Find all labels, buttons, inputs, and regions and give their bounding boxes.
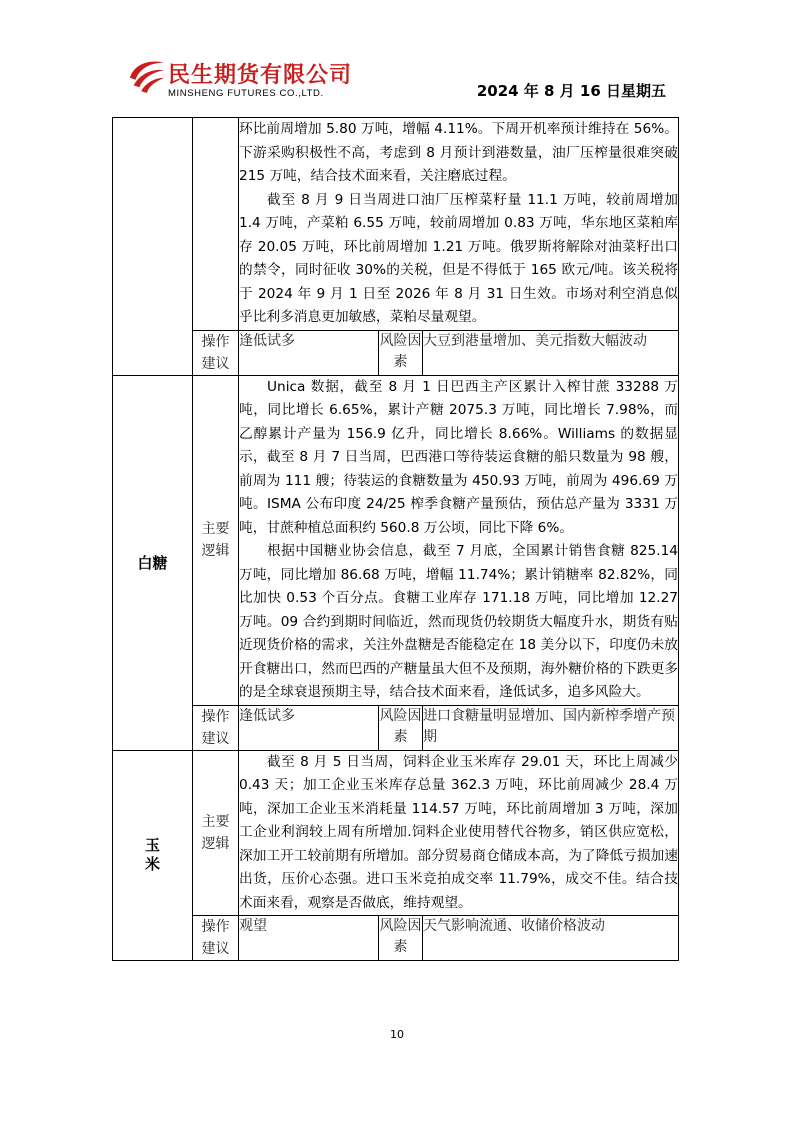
commodity-name-text: 玉米 bbox=[144, 836, 160, 874]
company-name-en: MINSHENG FUTURES CO.,LTD. bbox=[168, 88, 324, 99]
logic-text-cell bbox=[239, 750, 679, 916]
risk-label: 风险因素 bbox=[379, 330, 423, 375]
risk-value: 大豆到港量增加、美元指数大幅波动 bbox=[423, 330, 679, 375]
logic-paragraph: Unica 数据，截至 8 月 1 日巴西主产区累计入榨甘蔗 33288 万吨，同比增长 6.65%，累计产糖 2075.3 万吨，同比增长 7.98%，而乙醇累计产量为 156.9 亿升，同比增长 8.66%。Williams 的数据显示，截至 8 月 7 日当周，巴西港口等待装运食糖的船只数量为 98 艘，前周为 111 艘；待装运的食糖数量为 450.93 万吨，前周为 496.69 万吨。ISMA 公布印度 24/25 榨季食糖产量预估，预估总产量为 3331 万吨，甘蔗种植总面积约 560.8 万公顷，同比下降 6%。 bbox=[239, 378, 678, 536]
logic-label-cell bbox=[193, 118, 239, 331]
operation-value: 逢低试多 bbox=[239, 330, 379, 375]
table-row-rapeseed-operation bbox=[113, 330, 679, 375]
risk-label: 风险因素 bbox=[379, 705, 423, 750]
logic-text-cell bbox=[239, 118, 679, 331]
logic-paragraph: 截至 8 月 9 日当周进口油厂压榨菜籽量 11.1 万吨，较前周增加 1.4 万吨，产菜粕 6.55 万吨，较前周增加 0.83 万吨，华东地区菜粕库存 20.05 万吨，环比前周增加 1.21 万吨。俄罗斯将解除对油菜籽出口的禁令，同时征收 30%的关税，但是不得低于 165 欧元/吨。该关税将于 2024 年 9 月 1 日至 2026 年 8 月 31 日生效。市场对利空消息似乎比利多消息更加敏感，菜粕尽量观望。 bbox=[239, 191, 678, 325]
logic-paragraph: 截至 8 月 5 日当周，饲料企业玉米库存 29.01 天，环比上周减少 0.43 天；加工企业玉米库存总量 362.3 万吨，环比前周减少 28.4 万吨，深加工企业玉米消耗量 114.57 万吨，环比前周增加 3 万吨，深加工企业利润较上周有所增加.饲料企业使用替代谷物多，销区供应宽松，深加工开工较前期有所增加。部分贸易商仓储成本高，为了降低亏损加速出货，压价心态强。进口玉米竞拍成交率 11.79%，成交不佳。结合技术面来看，观察是否做底，维持观望。 bbox=[239, 753, 678, 911]
commodity-name-cell bbox=[113, 118, 193, 376]
logic-paragraph: 根据中国糖业协会信息，截至 7 月底，全国累计销售食糖 825.14 万吨，同比增加 86.68 万吨，增幅 11.74%；累计销糖率 82.82%，同比加快 0.53 个百分点。食糖工业库存 171.18 万吨，同比增加 12.27 万吨。09 合约到期时间临近，然而现货仍较期货大幅度升水，期货有贴近现货价格的需求，关注外盘糖是否能稳定在 18 美分以下，印度仍未放开食糖出口，然而巴西的产糖量虽大但不及预期，海外糖价格的下跌更多的是全球衰退预期主导，结合技术面来看，逢低试多，追多风险大。 bbox=[239, 543, 678, 700]
page-number: 10 bbox=[390, 1028, 404, 1041]
risk-value: 天气影响流通、收储价格波动 bbox=[423, 916, 679, 961]
risk-value: 进口食糖量明显增加、国内新榨季增产预期 bbox=[423, 705, 679, 750]
operation-label: 操作建议 bbox=[193, 705, 239, 750]
table-row-rapeseed-logic bbox=[113, 118, 679, 331]
operation-label: 操作建议 bbox=[193, 916, 239, 961]
operation-label: 操作建议 bbox=[193, 330, 239, 375]
table-row-corn-logic bbox=[113, 750, 679, 916]
page-header bbox=[0, 0, 794, 118]
risk-label: 风险因素 bbox=[379, 916, 423, 961]
commodity-strategy-table bbox=[112, 117, 679, 961]
report-date: 2024 年 8 月 16 日星期五 bbox=[476, 82, 666, 100]
company-logo-icon bbox=[128, 54, 166, 94]
logic-label: 主要逻辑 bbox=[193, 750, 239, 916]
table-row-sugar-operation bbox=[113, 705, 679, 750]
company-name-cn: 民生期货有限公司 bbox=[168, 63, 353, 88]
table-row-corn-operation bbox=[113, 916, 679, 961]
logic-label: 主要逻辑 bbox=[193, 375, 239, 705]
operation-value: 逢低试多 bbox=[239, 705, 379, 750]
logic-paragraph: 环比前周增加 5.80 万吨，增幅 4.11%。下周开机率预计维持在 56%。下游采购积极性不高，考虑到 8 月预计到港数量，油厂压榨量很难突破 215 万吨，结合技术面来看，关注磨底过程。 bbox=[239, 121, 678, 184]
logic-text-cell bbox=[239, 375, 679, 705]
commodity-name-corn bbox=[113, 750, 193, 961]
commodity-name-sugar: 白糖 bbox=[113, 375, 193, 750]
table-row-sugar-logic bbox=[113, 375, 679, 705]
operation-value: 观望 bbox=[239, 916, 379, 961]
company-logo bbox=[128, 52, 368, 104]
